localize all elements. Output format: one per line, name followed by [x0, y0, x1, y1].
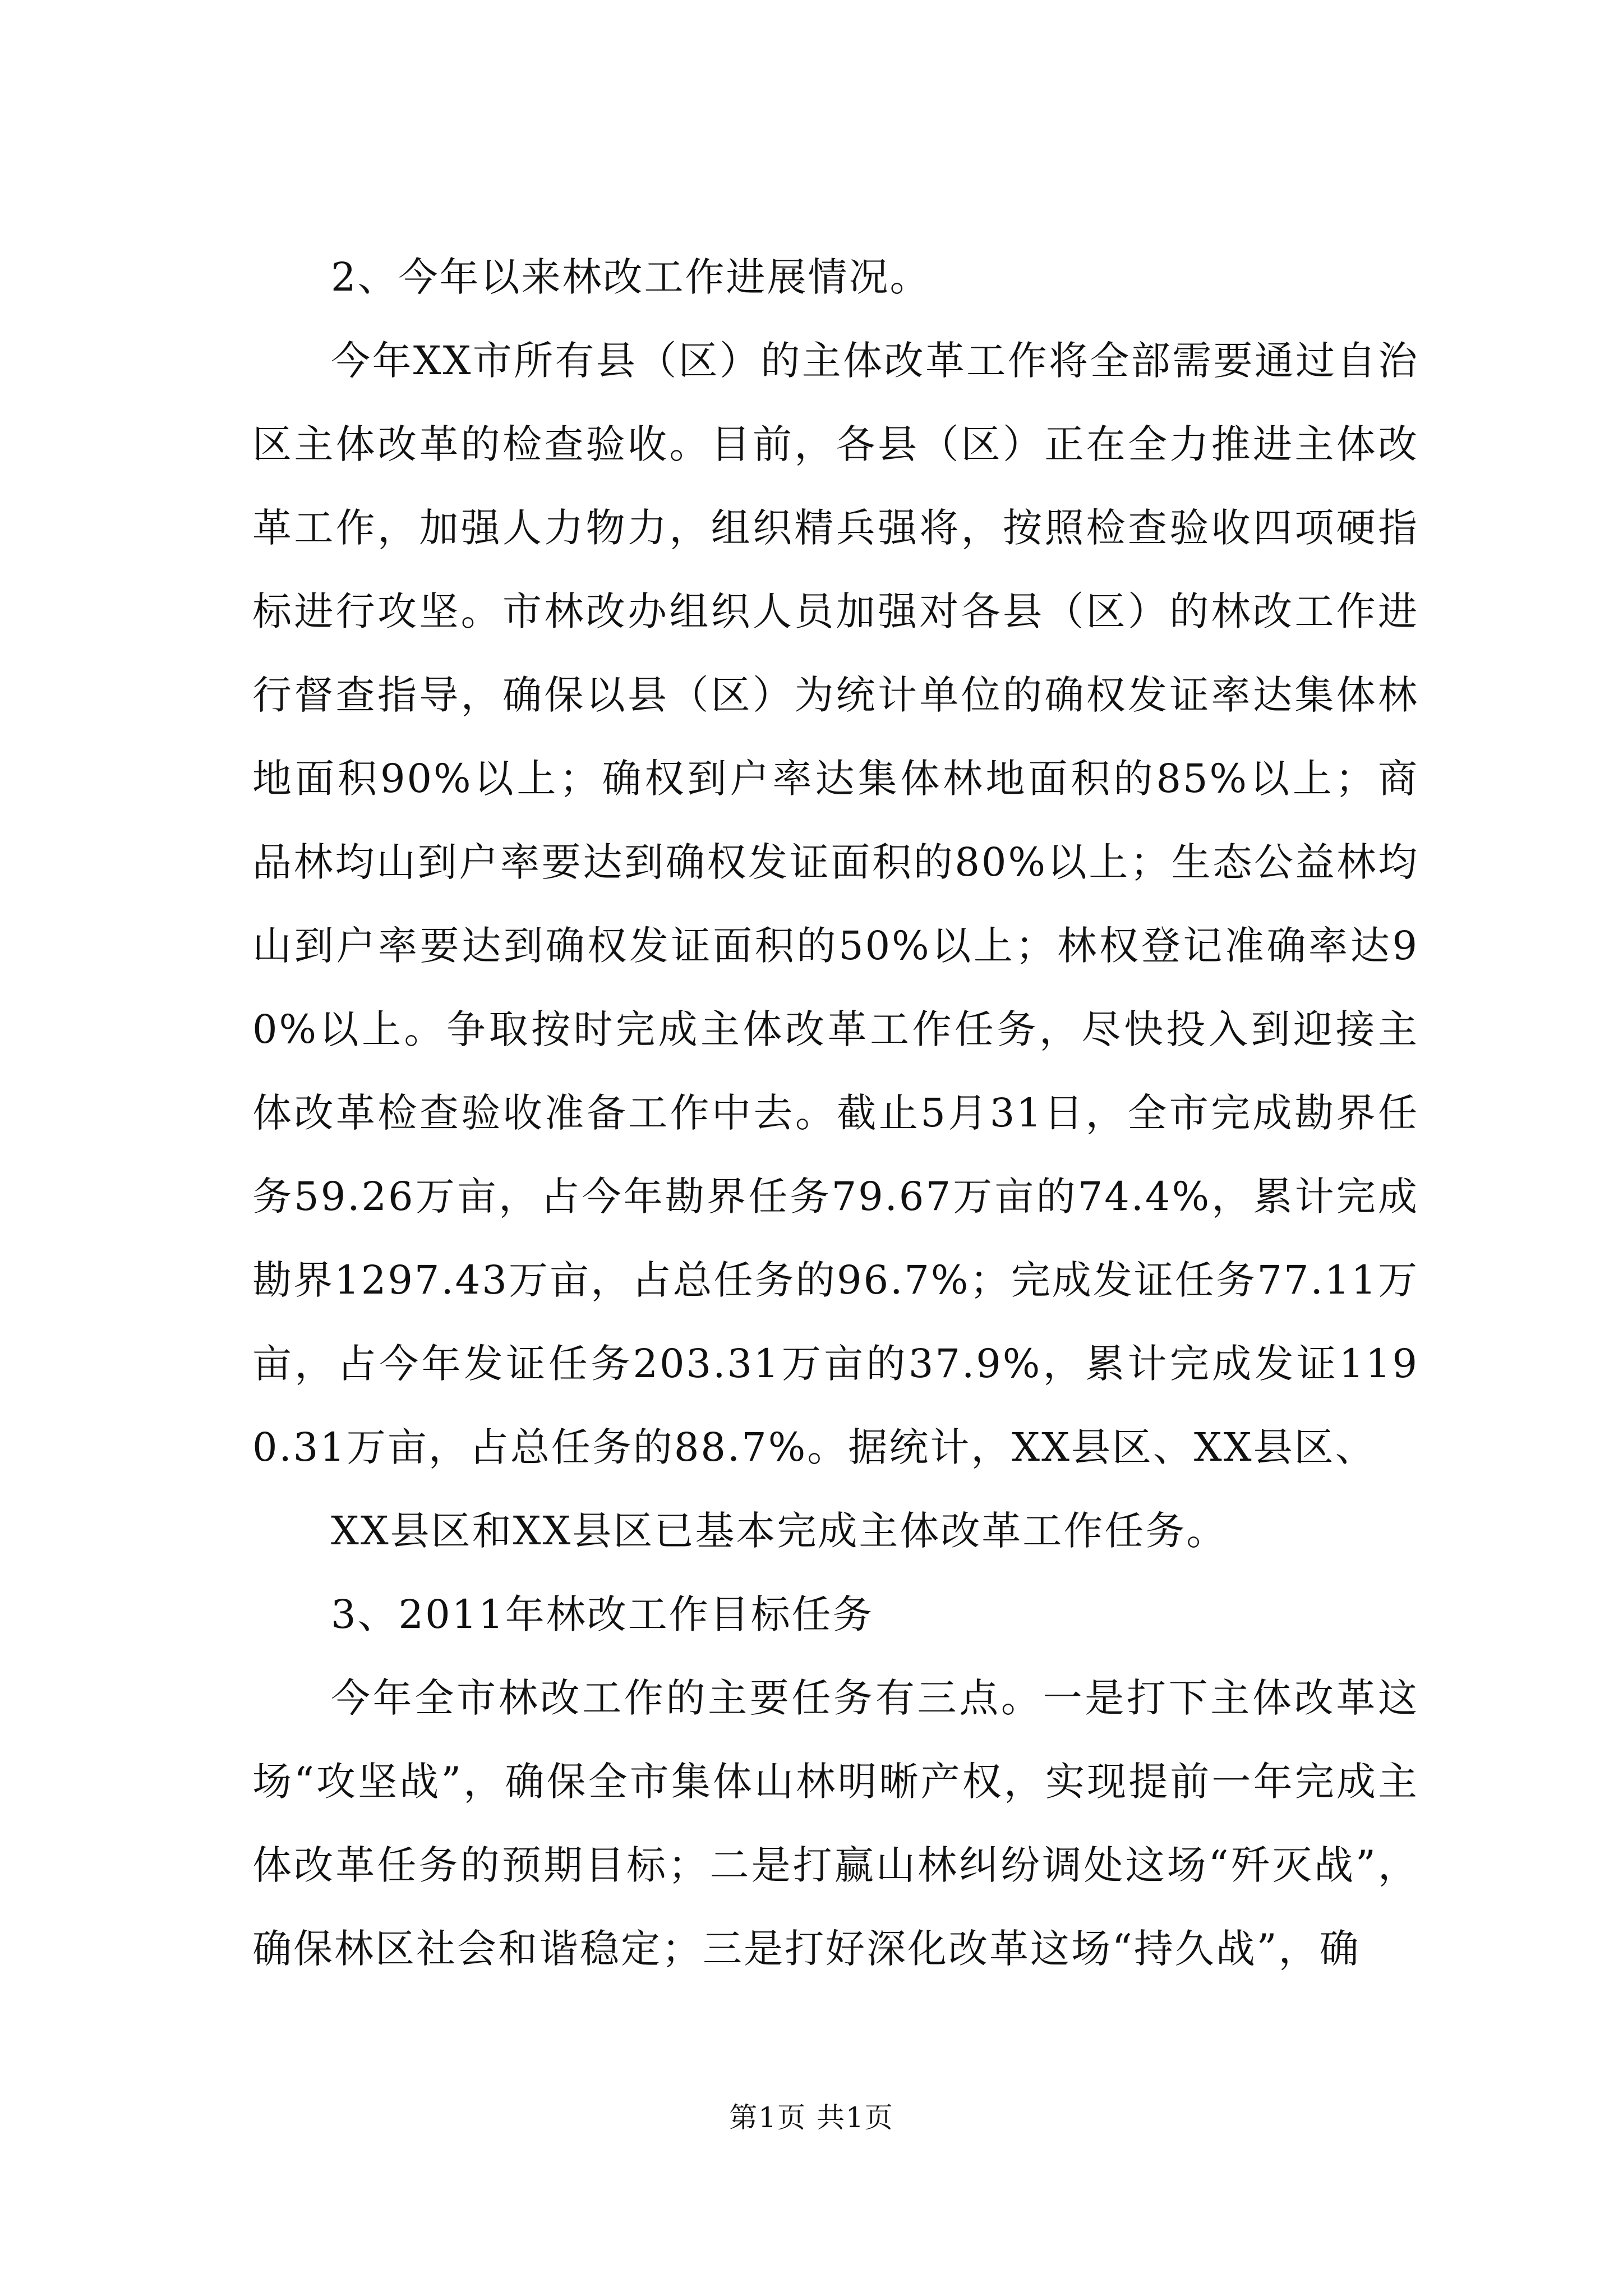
document-body [252, 236, 1419, 1991]
paragraph-heading-progress: 2、今年以来林改工作进展情况。 [331, 254, 931, 300]
paragraph-progress-details: 今年XX市所有县（区）的主体改革工作将全部需要通过自治区主体改革的检查验收。目前，各县（区）正在全力推进主体改革工作，加强人力物力，组织精兵强将，按照检查验收四项硬指标进行攻坚。市林改办组织人员加强对各县（区）的林改工作进行督查指导，确保以县（区）为统计单位的确权发证率达集体林地面积90%以上；确权到户率达集体林地面积的85%以上；商品林均山到户率要达到确权发证面积的80%以上；生态公益林均山到户率要达到确权发证面积的50%以上；林权登记准确率达90%以上。争取按时完成主体改革工作任务，尽快投入到迎接主体改革检查验收准备工作中去。截止5月31日，全市完成勘界任务59.26万亩，占今年勘界任务79.67万亩的74.4%，累计完成勘界1297.43万亩，占总任务的96.7%；完成发证任务77.11万亩，占今年发证任务203.31万亩的37.9%，累计完成发证1190.31万亩，占总任务的88.7%。据统计，XX县区、XX县区、 [252, 338, 1419, 1470]
paragraph-target-details: 今年全市林改工作的主要任务有三点。一是打下主体改革这场“攻坚战”，确保全市集体山林明晰产权，实现提前一年完成主体改革任务的预期目标；二是打赢山林纠纷调处这场“歼灭战”，确保林区社会和谐稳定；三是打好深化改革这场“持久战”，确 [252, 1675, 1419, 1972]
paragraph-heading-targets: 3、2011年林改工作目标任务 [331, 1591, 874, 1637]
paragraph-progress-counties: XX县区和XX县区已基本完成主体改革工作任务。 [331, 1508, 1228, 1554]
page-number-footer: 第1页 共1页 [729, 2101, 894, 2134]
